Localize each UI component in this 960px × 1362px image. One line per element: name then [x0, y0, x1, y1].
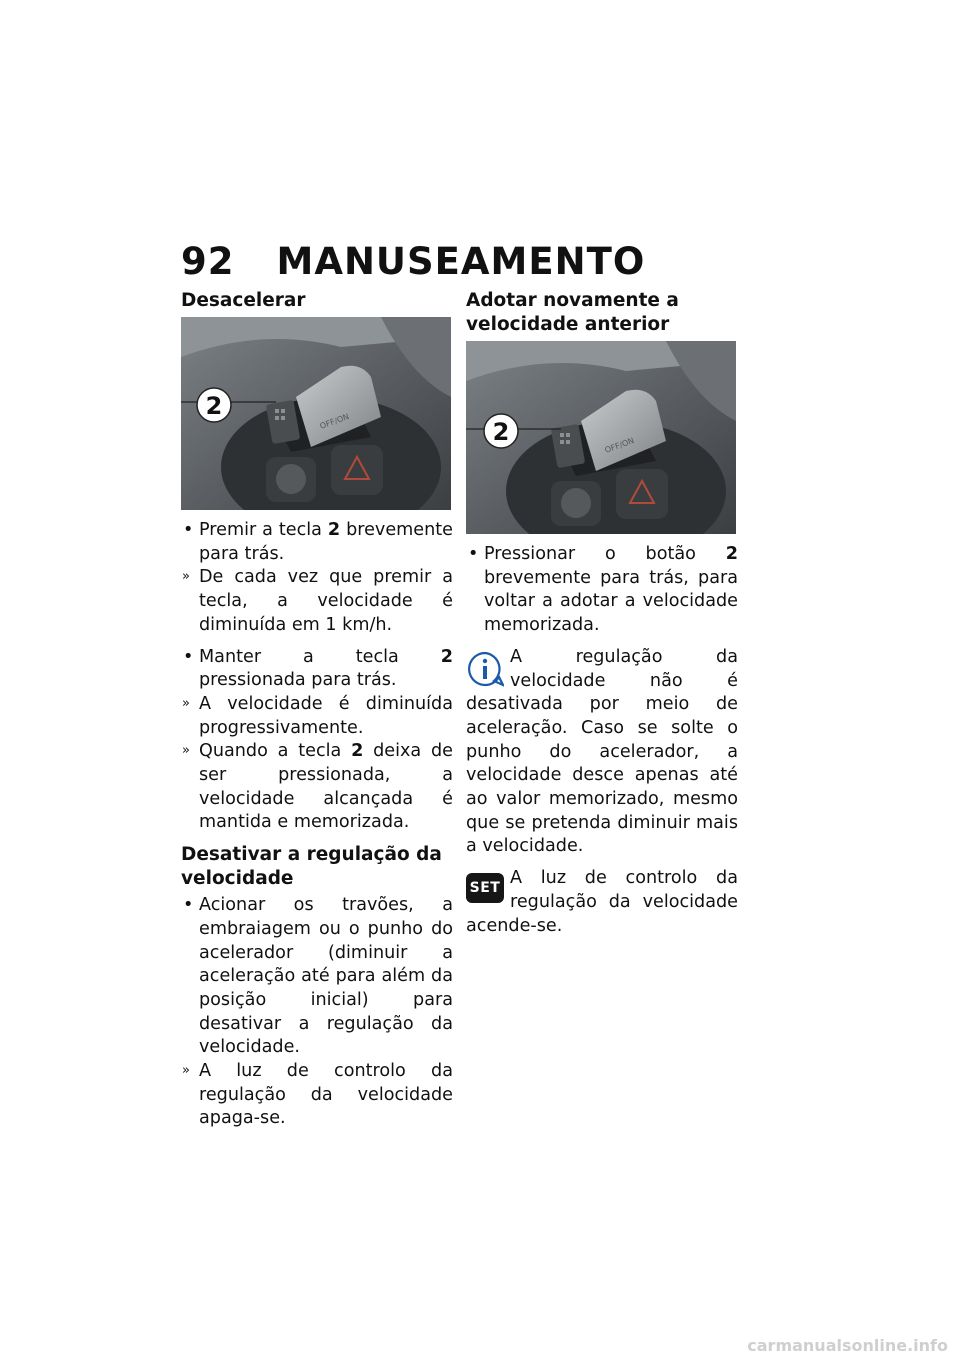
result-item: » De cada vez que premir a tecla, a velocidade é diminuída em 1 km/h.	[181, 566, 453, 637]
instruction-item: • Manter a tecla 2 pressionada para trás.	[181, 646, 453, 693]
watermark: carmanualsonline.info	[747, 1336, 948, 1355]
handlebar-switch-photo	[181, 317, 451, 510]
left-column	[181, 289, 453, 1131]
chapter-title: MANUSEAMENTO	[276, 240, 646, 283]
callout-2: 2	[205, 392, 223, 420]
set-indicator-note	[466, 867, 738, 938]
page-header	[181, 240, 645, 283]
page-number: 92	[181, 240, 235, 283]
switch-label: OFF/ON	[603, 435, 636, 455]
section-title-desativar: Desativar a regulação da velocidade	[181, 844, 442, 890]
result-item: » Quando a tecla 2 deixa de ser pressionada, a velocidade alcançada é mantida e memorizada.	[181, 740, 453, 835]
info-icon	[466, 650, 504, 688]
instruction-item: • Acionar os travões, a embraiagem ou o punho do acelerador (diminuir a aceleração até para além da posição inicial) para desativar a regulação da velocidade.	[181, 894, 453, 1060]
callout-2: 2	[492, 418, 510, 446]
section-title-desacelerar: Desacelerar	[181, 290, 306, 311]
right-column	[466, 289, 738, 938]
result-item: » A luz de controlo da regulação da velocidade apaga-se.	[181, 1060, 453, 1131]
set-indicator-text: A luz de controlo da regulação da velocidade acende-se.	[466, 868, 738, 936]
info-note	[466, 646, 738, 859]
section-title-adotar: Adotar novamente a velocidade anterior	[466, 290, 679, 335]
set-indicator-icon: SET	[466, 873, 504, 903]
result-item: » A velocidade é diminuída progressivamente.	[181, 693, 453, 740]
note-text: A regulação da velocidade não é desativada por meio de aceleração. Caso se solte o punho do acelerador, a velocidade desce apenas até ao valor memorizado, mesmo que se pretenda diminuir mais a velocidade.	[466, 646, 738, 857]
switch-label: OFF/ON	[318, 411, 351, 431]
instruction-item: • Pressionar o botão 2 brevemente para trás, para voltar a adotar a velocidade memorizada.	[466, 543, 738, 638]
handlebar-switch-photo	[466, 341, 736, 534]
instruction-item: • Premir a tecla 2 brevemente para trás.	[181, 519, 453, 566]
